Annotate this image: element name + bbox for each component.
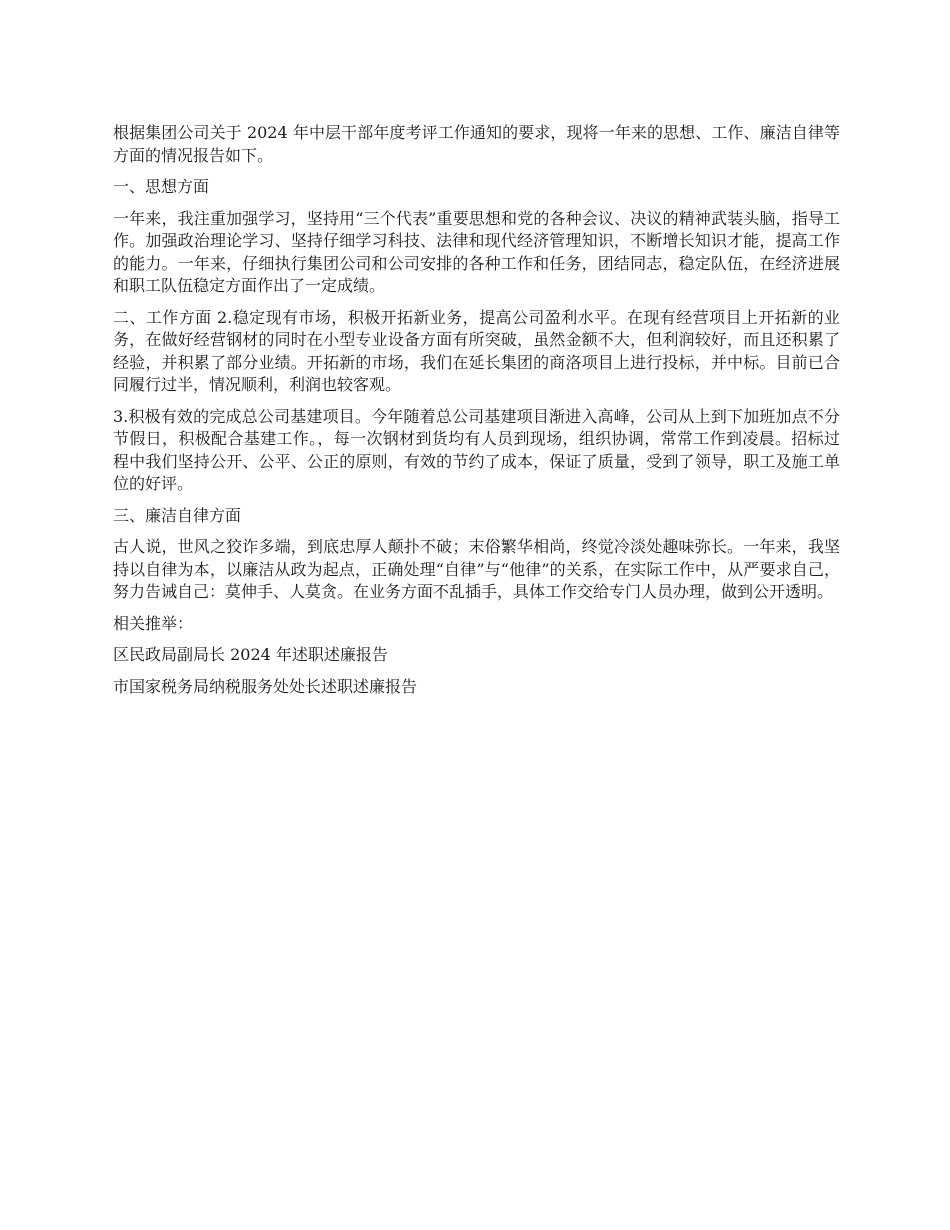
document-body xyxy=(113,122,840,707)
section-heading-thought: 一、思想方面 xyxy=(113,177,210,196)
section-work-item-3-paragraph: 3.积极有效的完成总公司基建项目。今年随着总公司基建项目渐进入高峰，公司从上到下加班加点不分节假日，积极配合基建工作。，每一次钢材到货均有人员到现场，组织协调，常常工作到凌晨。招标过程中我们坚持公开、公平、公正的原则，有效的节约了成本，保证了质量，受到了领导，职工及施工单位的好评。 xyxy=(113,406,840,493)
section-integrity-paragraph: 古人说，世风之狡诈多端，到底忠厚人颠扑不破；末俗繁华相尚，终觉冷淡处趣味弥长。一年来，我坚持以自律为本，以廉洁从政为起点，正确处理“自律”与“他律”的关系，在实际工作中，从严要求自己，努力告诫自己：莫伸手、人莫贪。在业务方面不乱插手，具体工作交给专门人员办理，做到公开透明。 xyxy=(113,537,840,601)
section-thought-paragraph: 一年来，我注重加强学习，坚持用“三个代表”重要思想和党的各种会议、决议的精神武装头脑，指导工作。加强政治理论学习、坚持仔细学习科技、法律和现代经济管理知识，不断增长知识才能，提高工作的能力。一年来，仔细执行集团公司和公司安排的各种工作和任务，团结同志，稳定队伍，在经济进展和职工队伍稳定方面作出了一定成绩。 xyxy=(113,208,840,295)
related-link-2: 市国家税务局纳税服务处处长述职述廉报告 xyxy=(113,676,418,696)
intro-paragraph: 根据集团公司关于 2024 年中层干部年度考评工作通知的要求，现将一年来的思想、工作、廉洁自律等方面的情况报告如下。 xyxy=(113,123,840,165)
section-work-paragraph: 二、工作方面 2.稳定现有市场，积极开拓新业务，提高公司盈利水平。在现有经营项目上开拓新的业务，在做好经营钢材的同时在小型专业设备方面有所突破，虽然金额不大，但利润较好，而且还积累了经验，并积累了部分业绩。开拓新的市场，我们在延长集团的商洛项目上进行投标，并中标。目前已合同履行过半，情况顺利，利润也较客观。 xyxy=(113,307,840,394)
section-heading-integrity: 三、廉洁自律方面 xyxy=(113,505,242,525)
related-link-1: 区民政局副局长 2024 年述职述廉报告 xyxy=(113,645,388,664)
related-label: 相关推举： xyxy=(113,613,194,633)
